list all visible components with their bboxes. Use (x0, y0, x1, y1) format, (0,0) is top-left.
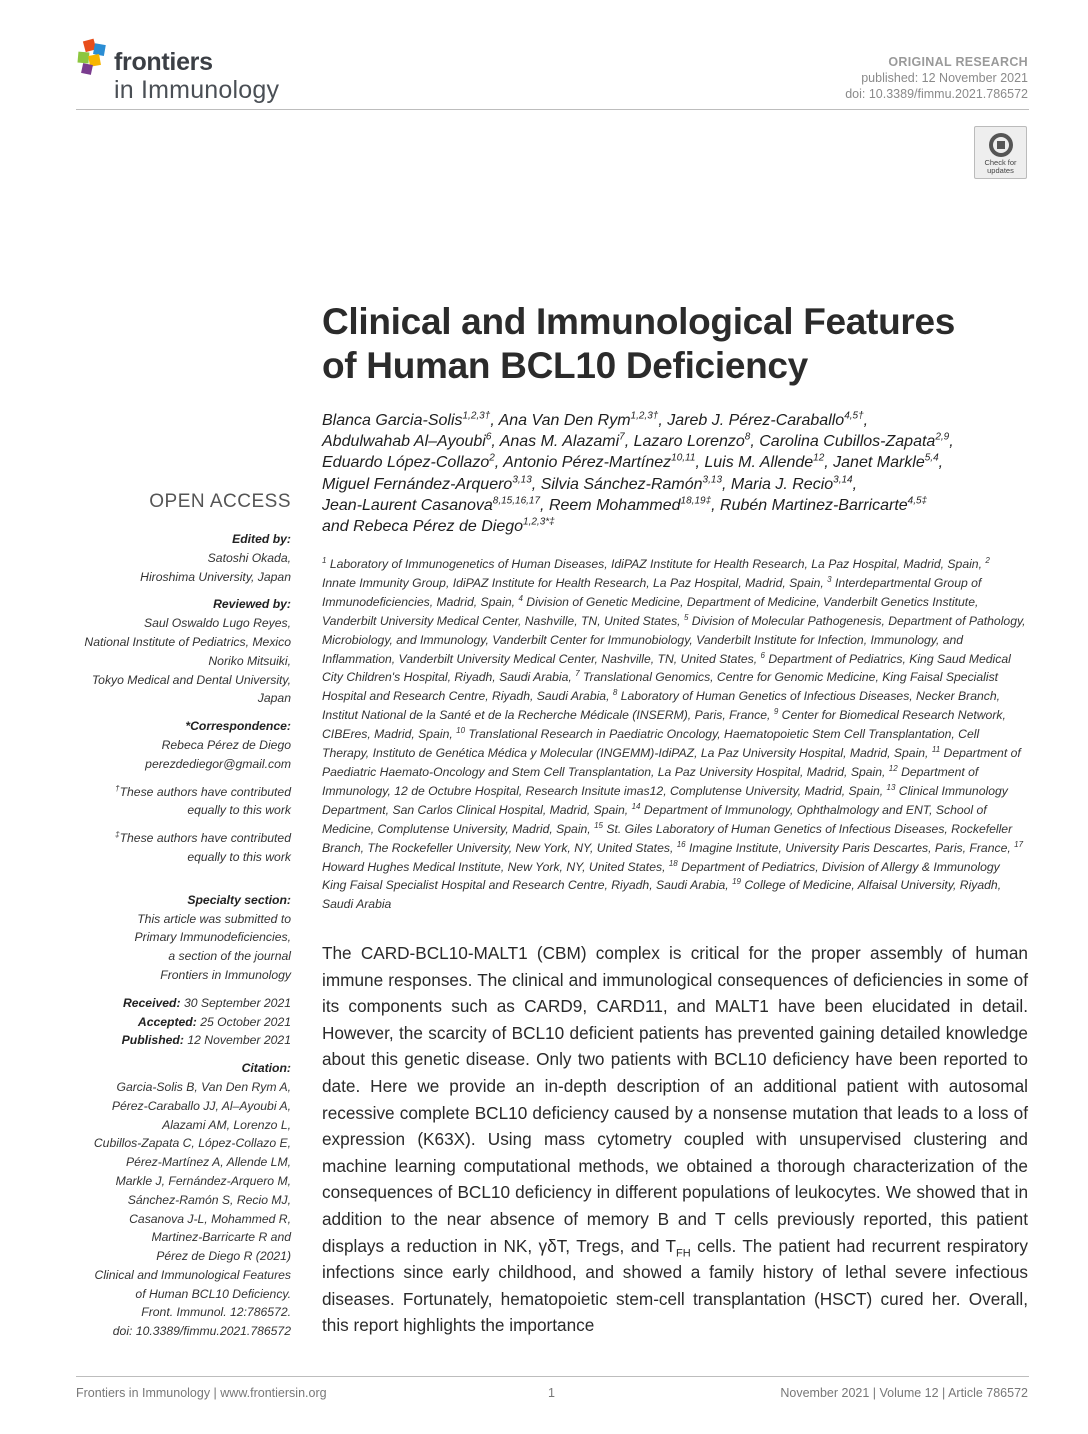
citation-line: Markle J, Fernández-Arquero M, (115, 1173, 291, 1188)
author-name: Ana Van Den Rym (498, 412, 631, 429)
dagger-note-line: equally to this work (187, 803, 291, 818)
editor-line: Hiroshima University, Japan (140, 569, 291, 584)
page-number: 1 (548, 1386, 555, 1400)
abstract-part-1: The CARD-BCL10-MALT1 (CBM) complex is critical for the proper assembly of human immune responses. The clinical and immunological consequences of deficiencies in some of its components such as CARD9, CARD11, and MALT1 have been elucidated in detail. However, the scarcity of BCL10 deficient patients has prevented gaining detailed knowledge about this genetic disease. Only two patients with BCL10 deficiency have been reported to date. Here we provide an in-depth description of an additional patient with autosomal recessive complete BCL10 deficiency caused by a nonsense mutation that leads to a loss of expression (K63X). Using mass cytometry coupled with unsupervised clustering and machine learning computational methods, we obtained a thorough characterization of the consequences of BCL10 deficiency in different populations of leukocytes. We showed that in addition to the near absence of memory B and T cells previously reported, this patient displays a reduction in NK, γδT, Tregs, and T (322, 943, 1028, 1256)
dagger-symbol: † (115, 783, 120, 793)
citation-line: doi: 10.3389/fimmu.2021.786572 (112, 1324, 291, 1339)
reviewed-by-block (60, 595, 291, 708)
dates-block (60, 994, 291, 1050)
author-affiliation-marker: 1,2,3† (462, 410, 491, 422)
affiliation-text: Department of Immunology, 12 de Octubre Hospital, Research Insitute imas12, Complutense University, Madrid, Spain, (322, 764, 979, 798)
specialty-line: This article was submitted to (137, 911, 291, 926)
article-sidebar (60, 490, 291, 1350)
citation-line: Garcia-Solis B, Van Den Rym A, (116, 1079, 291, 1094)
affiliation-text: Innate Immunity Group, IdiPAZ Institute for Health Research, La Paz Hospital, Madrid, Spain, (322, 575, 824, 590)
affiliation-list (322, 555, 1027, 914)
check-for-updates-button[interactable] (974, 126, 1027, 179)
author-name: Miguel Fernández-Arquero (322, 475, 513, 493)
abstract-part-2: cells. The patient had recurrent respiratory infections since early childhood, and showed a family history of lethal severe infectious diseases. Fortunately, hematopoietic stem-cell transplantation (HSCT) cured her. Overall, this report highlights the importance (322, 1235, 1028, 1336)
affiliation-number: 2 (985, 555, 990, 565)
affiliation-number: 16 (676, 839, 686, 849)
affiliation-text: Laboratory of Human Genetics of Infectious Diseases, Necker Branch, Institut National de la Santé et de la Recherche Médicale (INSERM), Paris, France, (322, 689, 1001, 723)
citation-line: Alazami AM, Lorenzo L, (162, 1117, 291, 1132)
author-list (322, 410, 1037, 537)
author-affiliation-marker: 3,13 (702, 474, 723, 486)
affiliation-number: 6 (760, 650, 765, 660)
affiliation-text: Center for Biomedical Research Network, CIBEres, Madrid, Spain, (322, 708, 1006, 742)
article-title (322, 300, 1042, 388)
author-affiliation-marker: 6 (485, 431, 492, 443)
correspondence-label: *Correspondence: (185, 719, 291, 734)
author-affiliation-marker: 8,15,16,17 (492, 495, 541, 507)
citation-line: Pérez-Martínez A, Allende LM, (125, 1155, 291, 1170)
citation-line: Casanova J-L, Mohammed R, (129, 1211, 291, 1226)
author-name: Luis M. Allende (704, 454, 814, 472)
reviewer-line: National Institute of Pediatrics, Mexico (84, 634, 291, 649)
affiliation-text: Department of Pediatrics, King Saud Medical City Children's Hospital, Riyadh, Saudi Arabia, (322, 651, 1011, 685)
affiliation-text: Department of Pediatrics, Division of Allergy & Immunology King Faisal Specialist Hospital and Research Centre, Riyadh, Saudi Arabia, (322, 859, 1000, 893)
citation-line: Pérez de Diego R (2021) (156, 1249, 291, 1264)
citation-line: Sánchez-Ramón S, Recio MJ, (127, 1192, 291, 1207)
citation-line: of Human BCL10 Deficiency. (135, 1286, 291, 1301)
affiliation-text: Interdepartmental Group of Immunodeficiencies, Madrid, Spain, (322, 575, 982, 609)
author-affiliation-marker: 2 (489, 453, 495, 465)
received-date: 30 September 2021 (183, 995, 291, 1010)
author-name: Maria J. Recio (730, 475, 834, 493)
accepted-label: Accepted: (137, 1014, 197, 1029)
specialty-line: a section of the journal (168, 949, 291, 964)
author-affiliation-marker: 4,5‡ (907, 495, 928, 507)
open-access-label: OPEN ACCESS (149, 491, 291, 512)
author-name: Blanca Garcia-Solis (322, 412, 463, 429)
journal-name-line1: frontiers (114, 48, 213, 76)
reviewer-line: Saul Oswaldo Lugo Reyes, (143, 616, 291, 631)
affiliation-number: 12 (888, 763, 898, 773)
author-separator: , (695, 454, 705, 472)
footer-journal[interactable]: Frontiers in Immunology | www.frontiersin.org (76, 1386, 327, 1400)
affiliation-text: Translational Research in Paediatric Oncology, Haematopoietic Stem Cell Transplantation, Cell Therapy, Instituto de Genética Médica y Molecular (INGEMM)-IdiPAZ, La Paz University Hospital, Madrid, Spain, (322, 727, 980, 761)
citation-line: Pérez-Caraballo JJ, Al–Ayoubi A, (111, 1098, 291, 1113)
article-doi[interactable]: doi: 10.3389/fimmu.2021.786572 (845, 87, 1028, 101)
affiliation-text: Division of Molecular Pathogenesis, Department of Pathology, Microbiology, and Immunology, Vanderbilt Center for Immunobiology, Vanderbilt Institute for Infection, Immunology, and Inflammation, Vanderbilt University Medical Center, Nashville, TN, United States, (322, 613, 1026, 666)
author-name: Jean-Laurent Casanova (322, 496, 493, 514)
author-name: Lazaro Lorenzo (633, 433, 745, 451)
affiliation-text: Translational Genomics, Centre for Genomic Medicine, King Faisal Specialist Hospital and Research Centre, Riyadh, Saudi Arabia, (322, 670, 999, 704)
correspondence-name: Rebeca Pérez de Diego (161, 737, 291, 752)
author-affiliation-marker: 8 (744, 431, 751, 443)
author-separator: , (658, 412, 668, 429)
specialty-label: Specialty section: (187, 892, 291, 907)
published-date: published: 12 November 2021 (861, 71, 1028, 85)
article-type: ORIGINAL RESEARCH (888, 55, 1028, 69)
affiliation-number: 19 (732, 877, 741, 887)
author-separator: , (540, 496, 549, 514)
ddagger-note (60, 829, 291, 867)
accepted-date: 25 October 2021 (200, 1014, 291, 1029)
footer-volume: November 2021 | Volume 12 | Article 786572 (780, 1386, 1028, 1400)
reviewed-by-label: Reviewed by: (213, 597, 291, 612)
author-separator: , (711, 496, 721, 514)
affiliation-number: 1 (322, 555, 327, 565)
correspondence-email[interactable]: perezdediegor@gmail.com (145, 756, 291, 771)
journal-logo (76, 38, 316, 104)
affiliation-number: 15 (594, 820, 603, 830)
ddagger-note-line: equally to this work (187, 849, 291, 864)
author-separator: , (491, 433, 500, 451)
published-date-sidebar: 12 November 2021 (187, 1033, 291, 1048)
frontiers-logo-icon (76, 38, 114, 78)
author-name: Jareb J. Pérez-Caraballo (667, 412, 845, 429)
author-name: Carolina Cubillos-Zapata (759, 433, 936, 451)
affiliation-text: Clinical Immunology Department, San Carlos Clinical Hospital, Madrid, Spain, (322, 783, 1008, 817)
affiliation-text: Division of Genetic Medicine, Department of Medicine, Vanderbilt Genetics Institute, Vanderbilt University Medical Center, Nashville, TN, United States, (322, 594, 979, 628)
author-name: Antonio Pérez-Martínez (503, 454, 672, 472)
affiliation-number: 4 (518, 593, 523, 603)
author-affiliation-marker: 3,14 (833, 474, 853, 486)
affiliation-number: 10 (456, 726, 466, 736)
author-affiliation-marker: 4,5† (844, 410, 864, 422)
specialty-line: Primary Immunodeficiencies, (134, 930, 291, 945)
reviewer-line: Japan (257, 691, 291, 706)
check-updates-icon (987, 131, 1015, 159)
abstract-text (322, 940, 1028, 1339)
author-affiliation-marker: 1,2,3*‡ (523, 516, 555, 528)
affiliation-number: 5 (683, 612, 689, 622)
affiliation-number: 7 (575, 669, 580, 679)
author-separator: , (490, 412, 499, 429)
author-separator: , (531, 475, 541, 493)
author-separator: , (949, 433, 954, 451)
affiliation-text: Howard Hughes Medical Institute, New York, NY, United States, (322, 859, 666, 874)
reviewer-line: Tokyo Medical and Dental University, (91, 672, 291, 687)
citation-block (60, 1059, 291, 1341)
author-affiliation-marker: 10,11 (671, 453, 696, 465)
author-separator: , (750, 433, 760, 451)
title-line-1: Clinical and Immunological Features (322, 301, 956, 342)
check-updates-label: Check for updates (984, 158, 1017, 175)
edited-by-label: Edited by: (232, 532, 291, 546)
article-meta (845, 54, 1028, 102)
affiliation-number: 14 (631, 801, 641, 811)
edited-by-block (60, 530, 291, 586)
specialty-line: Frontiers in Immunology (160, 967, 291, 982)
affiliation-number: 13 (886, 782, 896, 792)
affiliation-number: 8 (612, 688, 618, 698)
author-affiliation-marker: 5,4 (924, 453, 939, 465)
ddagger-note-line: These authors have contributed (119, 831, 291, 846)
author-name: Janet Markle (833, 454, 925, 472)
dagger-note-line: These authors have contributed (119, 784, 291, 799)
author-name: Abdulwahab Al–Ayoubi (322, 433, 486, 451)
reviewer-line: Noriko Mitsuiki, (208, 653, 291, 668)
author-separator: , (852, 475, 858, 493)
affiliation-number: 9 (773, 707, 779, 717)
author-name: Silvia Sánchez-Ramón (540, 475, 703, 493)
affiliation-text: Laboratory of Immunogenetics of Human Diseases, IdiPAZ Institute for Health Research, La Paz Hospital, Madrid, Spain, (329, 557, 982, 571)
author-separator: , (494, 454, 504, 472)
author-separator: , (722, 475, 731, 493)
affiliation-number: 17 (1014, 839, 1024, 849)
affiliation-number: 11 (931, 745, 941, 754)
author-affiliation-marker: 2,9 (935, 431, 950, 443)
dagger-note (60, 783, 291, 821)
author-name: Rubén Martinez-Barricarte (720, 496, 908, 514)
affiliation-text: St. Giles Laboratory of Human Genetics of Infectious Diseases, Rockefeller Branch, The Rockefeller University, New York, NY, United States, (322, 821, 1013, 855)
author-name: Anas M. Alazami (499, 433, 620, 451)
affiliation-text: Department of Immunology, Ophthalmology and ENT, School of Medicine, Complutense University, Madrid, Spain, (322, 802, 987, 836)
editor-line: Satoshi Okada, (207, 550, 291, 565)
header-divider (76, 109, 1029, 110)
affiliation-number: 18 (668, 858, 678, 868)
received-label: Received: (122, 995, 181, 1010)
published-label: Published: (121, 1033, 184, 1048)
author-name: and Rebeca Pérez de Diego (322, 518, 524, 536)
author-affiliation-marker: 18,19‡ (680, 495, 712, 507)
citation-line: Cubillos-Zapata C, López-Collazo E, (93, 1136, 291, 1151)
citation-line: Front. Immunol. 12:786572. (141, 1305, 291, 1320)
title-line-2: of Human BCL10 Deficiency (322, 345, 808, 386)
author-affiliation-marker: 12 (813, 453, 825, 465)
author-separator: , (863, 412, 869, 429)
author-affiliation-marker: 7 (619, 431, 625, 443)
specialty-block (60, 891, 291, 985)
affiliation-text: Imagine Institute, University Paris Descartes, Paris, France, (689, 840, 1011, 855)
author-name: Eduardo López-Collazo (322, 454, 490, 472)
author-separator: , (624, 433, 634, 451)
author-separator: , (938, 454, 944, 472)
journal-name-line2: in Immunology (114, 76, 280, 104)
author-affiliation-marker: 3,13 (512, 474, 532, 486)
abstract-subscript: FH (676, 1246, 691, 1259)
citation-label: Citation: (241, 1061, 291, 1076)
affiliation-text: Department of Paediatric Haemato-Oncology and Stem Cell Transplantation, La Paz University Hospital, Madrid, Spain, (322, 746, 1021, 779)
author-affiliation-marker: 1,2,3† (630, 410, 659, 422)
footer-divider (76, 1376, 1029, 1377)
author-name: Reem Mohammed (548, 496, 681, 514)
affiliation-number: 3 (827, 574, 832, 584)
ddagger-symbol: ‡ (115, 830, 120, 840)
affiliation-text: College of Medicine, Alfaisal University, Riyadh, Saudi Arabia (322, 878, 1002, 912)
author-separator: , (824, 454, 834, 472)
citation-line: Clinical and Immunological Features (94, 1267, 291, 1282)
citation-line: Martinez-Barricarte R and (151, 1230, 291, 1245)
correspondence-block (60, 717, 291, 773)
